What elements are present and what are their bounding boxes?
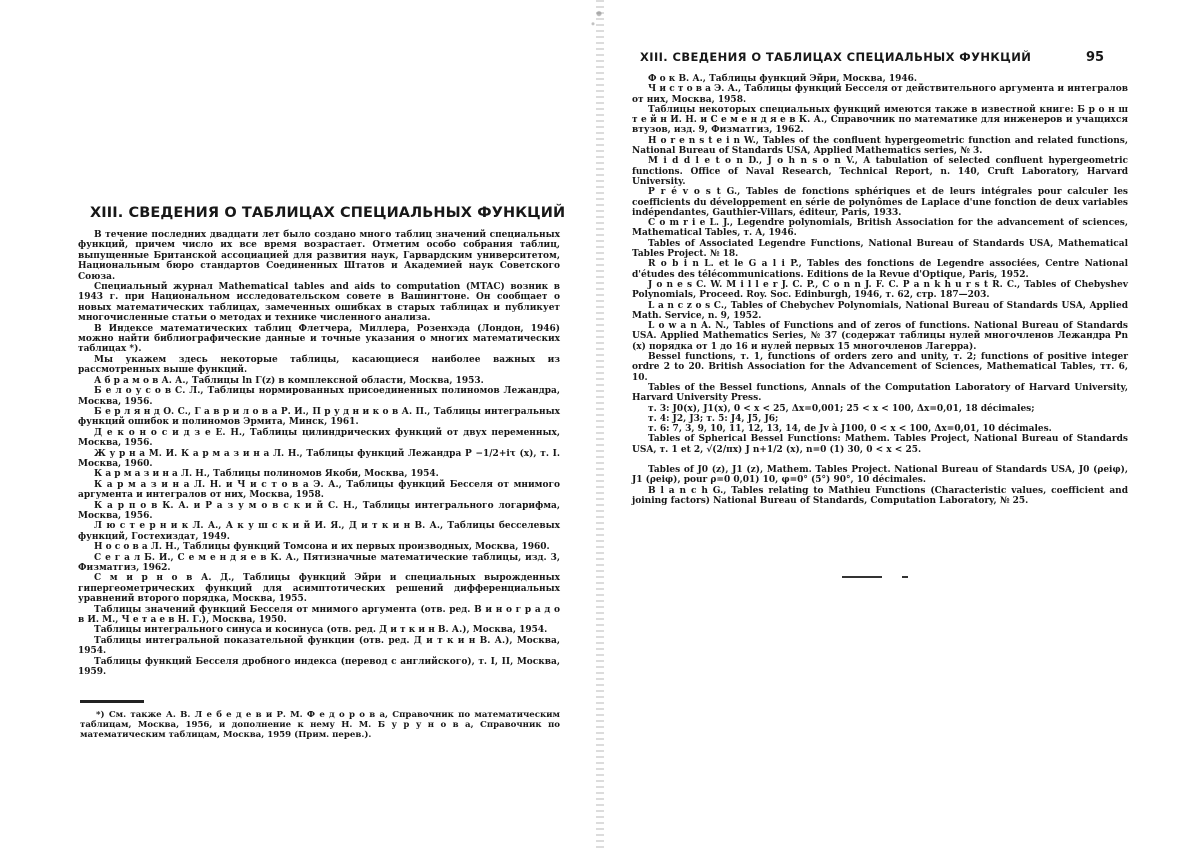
reference-text: т. 3: J0(x), J1(x), 0 < x < 25, Δx=0,001; 25 < x < 100, Δx=0,01, 18 décimales; [648, 403, 1035, 414]
reference-entry [78, 657, 560, 678]
reference-authors: Д е к о н о с и д з е Е. Н., [94, 427, 246, 438]
reference-entry [632, 187, 1128, 218]
reference-text: Таблицы значений функций Бесселя от мнимого аргумента (отв. ред. В и н о г р а д о в И. М., Ч е т а е в Н. Г.), Москва, 1950. [78, 604, 560, 626]
reference-authors: К а р п о в К. А. и Р а з у м о в с к и й С. Н., [94, 500, 358, 511]
reference-entry [632, 74, 1128, 84]
reference-authors: Ж у р н а М. И. К а р м а з и н а Л. Н., [94, 448, 303, 459]
running-head: XIII. СВЕДЕНИЯ О ТАБЛИЦАХ СПЕЦИАЛЬНЫХ ФУНКЦИЙ [640, 50, 1032, 64]
reference-text: Tables of Chebychev Polynomials, National Bureau of Standards USA, Applied Math. Service, n. 9, 1952. [632, 300, 1128, 321]
reference-text: Таблицы нормированных присоединенных полиномов Лежандра, Москва, 1956. [78, 386, 561, 407]
reference-text: Таблицы функций Лежандра P −1/2+iτ (x), т. I. Москва, 1960. [78, 448, 561, 469]
reference-text: Таблицы некоторых специальных функций имеются также в известной книге: Б р о н ш т е й н И. Н. и С е м е н д я е в К. А., Справочник по математике для инженеров и учащихся втузов, изд. 9, Физматгиз, 1962. [632, 104, 1128, 136]
reference-authors: Б е р л я н д О. С., Г а в р и л о в а Р. И., П р у д н и к о в А. П., [94, 406, 431, 417]
reference-entry [632, 321, 1128, 352]
reference-authors: Ф о к В. А., [648, 74, 706, 84]
reference-text: A tabulation of selected confluent hypergeometric functions. Office of Naval Research, Technical Report, n. 140, Cruft Laboratory, Harvard University. [632, 156, 1128, 187]
reference-text: Таблицы бесселевых функций, Гостехиздат, 1949. [78, 521, 560, 542]
reference-authors: R o b i n L. et le G a l i P., [648, 259, 802, 270]
reference-entry [632, 218, 1128, 239]
reference-text: Legendre polynomials, British Association for the advancement of sciences, Mathematical Tables, т. A, 1946. [632, 218, 1129, 239]
reference-text: Таблицы функций Бесселя от мнимого аргумента и интегралов от них, Москва, 1958. [78, 479, 561, 501]
reference-entry [632, 383, 1128, 404]
reference-authors: С е г а л Б. И., С е м е н д я е в К. А., [94, 552, 300, 563]
reference-entry [78, 428, 560, 449]
reference-authors: L o w a n A. N., [648, 321, 730, 332]
reference-text: Таблицы функций Бесселя от действительного аргумента и интегралов от них, Москва, 1958. [632, 84, 1128, 105]
reference-text: Tables des fonctions de Legendre associées, Centre National d'études des télécommunications. Editions de la Revue d'Optique, Paris, 1952. [632, 259, 1128, 280]
reference-authors: С м и р н о в А. Д., [94, 573, 235, 584]
reference-text: Tables relating to Mathieu Functions (Characteristic values, coefficient and joining factors) National Bureau of Standards, Computation Laboratory, № 25. [632, 485, 1128, 506]
reference-authors: А б р а м о в А. А., [94, 375, 189, 386]
reference-entry [632, 352, 1128, 383]
reference-text: Tables of Functions and of zeros of functions. National Bureau of Standards USA. Applied Mathematics Series, № 37 (содержат таблицы нулей многочленов Лежандра Pn (x) порядка от 1 до 16 и нулей первых 15 многочленов Лагерра). [632, 321, 1128, 352]
reference-authors: B l a n c h G., [648, 485, 727, 496]
reference-authors: Ч и с т о в а Э. А., [648, 84, 742, 95]
reference-text: т. 4: J2, J3; т. 5: J4, J5, J6; [648, 413, 779, 424]
reference-entry [78, 376, 560, 386]
reference-authors: M i d d l e t o n D., J o h n s o n V., [648, 156, 858, 167]
reference-text: Tables of J0 (z), J1 (z), Mathem. Tables Project. National Bureau of Standards USA, J0 (ρeiφ), J1 (ρeiφ), pour ρ=0 0,01) 10, φ=0° (5°) 90°, 10 décimales. [632, 464, 1128, 486]
reference-authors: Б е л о у с о в С. Л., [94, 386, 204, 397]
reference-entry [78, 407, 560, 428]
reference-entry [78, 625, 560, 635]
footnote [80, 710, 560, 740]
reference-entry [632, 414, 1128, 424]
reference-entry [632, 259, 1128, 280]
reference-text: Tables of Chebyshev Polynomials, Proceed. Roy. Soc. Edinburgh, 1946, т. 62, стр. 187—203. [632, 279, 1128, 301]
reference-text: Пятизначные математические таблицы, изд. 3, Физматгиз, 1962. [78, 552, 560, 573]
reference-text: Bessel functions, т. 1, functions of orders zero and unity, т. 2; functions of positive integer ordre 2 to 20. British Association for the Advancement of Sciences, Mathematical Tables, тт. 6, 10. [632, 352, 1128, 383]
reference-text: Таблицы цилиндрических функций от двух переменных, Москва, 1956. [78, 427, 560, 449]
reference-entry [632, 301, 1128, 322]
reference-text: Tables of Associated Legendre Functions, National Bureau of Standards USA, Mathematical Tables Project. № 18. [632, 238, 1128, 260]
left-page-body [78, 230, 560, 677]
reference-entry [632, 156, 1128, 187]
reference-entry [78, 449, 560, 470]
reference-text: Таблицы функций Эйри и специальных вырожденных гипергеометрических функций для асимптотических решений дифференциальных уравнений второго порядка, Москва, 1955. [78, 573, 560, 605]
list-intro-paragraph: Мы укажем здесь некоторые таблицы, касающиеся наиболее важных из рассмотренных выше функций. [78, 354, 560, 376]
reference-text: Таблицы функций Эйри, Москва, 1946. [709, 74, 918, 84]
chapter-heading: XIII. СВЕДЕНИЯ О ТАБЛИЦАХ СПЕЦИАЛЬНЫХ ФУНКЦИЙ [90, 205, 566, 221]
stray-dash-2 [902, 576, 908, 578]
reference-text: Таблицы функций Томсона и их первых производных, Москва, 1960. [183, 542, 550, 553]
reference-entry [78, 501, 560, 522]
reference-entry [632, 105, 1128, 136]
reference-entry [78, 521, 560, 542]
right-page-body [632, 74, 1128, 506]
reference-entry [632, 136, 1128, 157]
footnote-text: *) См. также А. В. Л е б е д е в и Р. М. Ф е д о р о в а, Справочник по математическим таблицам, Москва, 1956, и дополнение к нему Н. М. Б у р у н о в а, Справочник по математическим таблицам, Москва, 1959 (Прим. перев.). [80, 710, 560, 740]
reference-entry [78, 573, 560, 604]
reference-text: Таблицы интегральных функций ошибок и полиномов Эрмита, Минск, 1961. [78, 406, 560, 428]
reference-authors: Н о с о в а Л. Н., [94, 542, 180, 553]
footnote-rule [80, 700, 144, 703]
reference-text: Tables de fonctions sphériques et de leurs intégrales pour calculer les coefficients du développement en série de polynômes de Laplace d'une fonction de deux variables indépendantes, Gauthier-Villars, éditeur, Paris, 1933. [632, 187, 1128, 218]
left-reference-list [78, 376, 560, 678]
right-page [602, 0, 1200, 848]
reference-entry [632, 280, 1128, 301]
mtac-paragraph: Специальный журнал Mathematical tables and aids to computation (MTAC) возник в 1943 г. при Национальном исследовательском совете в Вашингтоне. Он сообщает о новых математических таблицах, замеченных ошибках в старых таблицах и публикует многочисленные статьи о методах и технике численного анализа. [78, 282, 560, 324]
reference-text: Таблицы интегральной показательной функции (отв. ред. Д и т к и н В. А.), Москва, 1954. [78, 635, 560, 657]
reference-entry [632, 424, 1128, 434]
reference-entry [632, 486, 1128, 507]
reference-text: Tables of the Bessel functions, Annals of the Computation Laboratory of Harvard University, Harvard University Press. [632, 382, 1128, 404]
reference-text: Таблицы интегрального логарифма, Москва, 1956. [78, 500, 560, 521]
reference-entry [78, 605, 560, 626]
stray-dash-1 [842, 576, 882, 578]
left-page [0, 0, 598, 848]
reference-text: Tables of the confluent hypergeometric function and related functions, National Bureau of Standards USA, Applied Mathematics series, № 3. [632, 135, 1128, 157]
reference-authors: L a n c z o s C., [648, 300, 728, 311]
reference-entry [632, 239, 1128, 260]
reference-authors: К а р м а з и н а Л. Н. и Ч и с т о в а Э. А., [94, 479, 342, 490]
reference-authors: К а р м а з и н а Л. Н., [94, 469, 210, 480]
reference-entry [632, 434, 1128, 455]
reference-text: Таблицы полиномов Якоби, Москва, 1954. [213, 469, 439, 480]
reference-entry [632, 465, 1128, 486]
reference-authors: P r é v o s t G., [648, 187, 741, 198]
reference-text: т. 6: 7, 3, 9, 10, 11, 12, 13, 14, de Jv à J100, 0 < x < 100, Δx=0,01, 10 décimales. [648, 424, 1052, 435]
reference-entry [78, 480, 560, 501]
reference-entry [78, 469, 560, 479]
reference-authors: Л ю с т е р н и к Л. А., А к у ш с к и й И. Я., Д и т к и н В. А., [94, 521, 444, 532]
reference-entry [78, 553, 560, 574]
reference-text: Таблицы интегрального синуса и косинуса (отв. ред. Д и т к и н В. А.), Москва, 1954. [94, 625, 548, 636]
reference-entry [78, 386, 560, 407]
reference-text: Tables of Spherical Bessel Functions: Mathem. Tables Project, National Bureau of Standards USA, т. 1 et 2, √(2/πx) J n+1/2 (x), n=0 (1) 30, 0 < x < 25. [632, 434, 1128, 455]
reference-authors: H o r e n s t e i n W., [648, 135, 759, 146]
index-paragraph: В Индексе математических таблиц Флетчера, Миллера, Розенхэда (Лондон, 1946) можно найти библиографические данные и точные указания о многих математических таблицах *). [78, 323, 560, 355]
reference-entry [632, 84, 1128, 105]
intro-paragraph: В течение последних двадцати лет было создано много таблиц значений специальных функций, причем число их все время возрастает. Отметим особо собрания таблиц, выпущенные Британской ассоциацией для развития наук, Гарвардским университетом, Национальным бюро стандартов Соединенных Штатов и Академией наук Советского Союза. [78, 230, 560, 282]
reference-text: Таблицы ln Γ(z) в комплексной области, Москва, 1953. [191, 375, 484, 386]
reference-entry [632, 404, 1128, 414]
reference-text: Таблицы функций Бесселя дробного индекса (перевод с английского), т. I, II, Москва, 1959. [78, 656, 560, 678]
page-number: 95 [1086, 50, 1105, 65]
reference-entry [78, 636, 560, 657]
reference-entry [78, 542, 560, 552]
reference-authors: C o m r i e L. J., [648, 218, 733, 229]
reference-authors: J o n e s C. W. M i l l e r J. C. P., C o n n J. F. C. P a n k h u r s t R. C., [648, 279, 1021, 290]
